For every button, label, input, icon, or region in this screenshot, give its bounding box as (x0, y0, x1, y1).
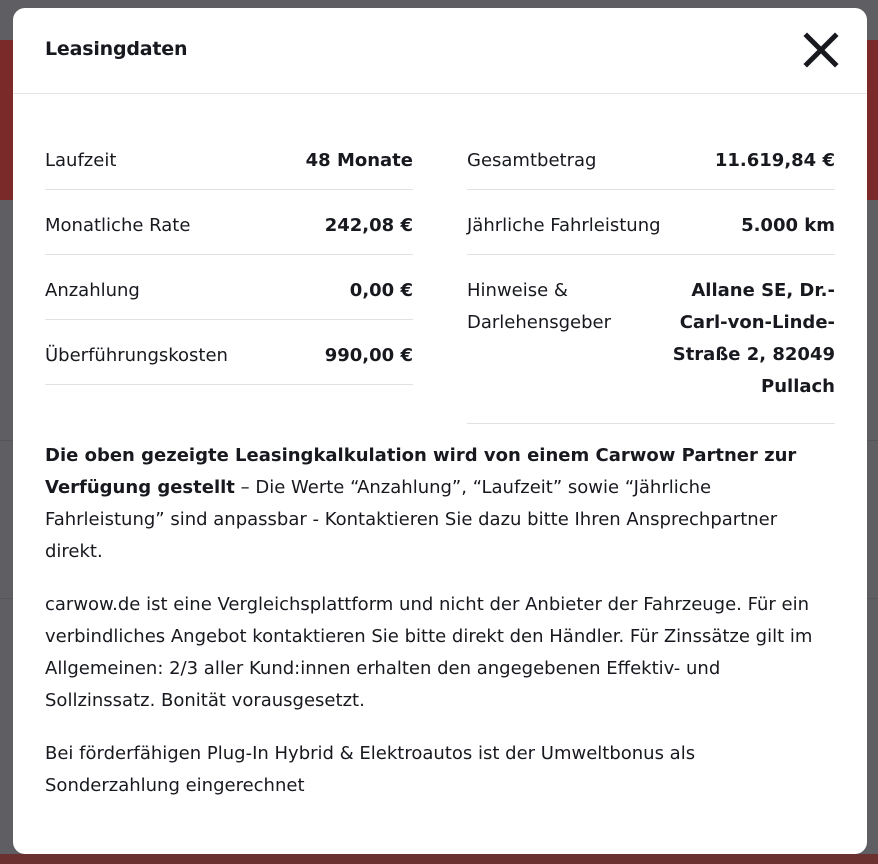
details-column-right (467, 125, 835, 424)
disclaimer-paragraph-umweltbonus: Bei förderfähigen Plug-In Hybrid & Elektroautos ist der Umweltbonus als Sonderzahlung eingerechnet (45, 743, 696, 796)
detail-row-jaehrliche-fahrleistung (467, 190, 835, 255)
detail-row-laufzeit (45, 125, 413, 190)
disclaimer-bold-text: Die oben gezeigte Leasingkalkulation wird von einem Carwow Partner zur Verfügung gestellt (45, 445, 797, 498)
detail-label: Jährliche Fahrleistung (467, 215, 661, 236)
detail-label: Anzahlung (45, 280, 140, 301)
disclaimer-paragraph-partner (45, 440, 835, 568)
background-car-image-bottom (0, 854, 878, 864)
detail-value: 48 Monate (305, 150, 413, 171)
close-button[interactable] (803, 32, 839, 68)
close-icon (803, 32, 839, 68)
disclaimer-text (45, 440, 835, 823)
detail-label: Laufzeit (45, 150, 117, 171)
detail-label: Hinweise & Darlehensgeber (467, 280, 612, 333)
detail-row-darlehensgeber (467, 255, 835, 424)
leasing-details-modal (13, 8, 867, 854)
detail-label: Monatliche Rate (45, 215, 191, 236)
detail-value: 5.000 km (741, 215, 835, 236)
detail-value: 0,00 € (349, 280, 413, 301)
details-column-left (45, 125, 413, 385)
disclaimer-rest-text: – Die Werte “Anzahlung”, “Laufzeit” sowie “Jährliche Fahrleistung” sind anpassbar - Kontaktieren Sie dazu bitte Ihren Ansprechpartner direkt. (45, 477, 778, 562)
detail-value: 11.619,84 € (714, 150, 835, 171)
detail-row-anzahlung (45, 255, 413, 320)
background-car-image-left (0, 40, 13, 200)
background-car-image-right (867, 40, 878, 200)
detail-row-gesamtbetrag (467, 125, 835, 190)
detail-label: Überführungskosten (45, 345, 228, 366)
detail-row-monatliche-rate (45, 190, 413, 255)
disclaimer-paragraph-platform: carwow.de ist eine Vergleichsplattform und nicht der Anbieter der Fahrzeuge. Für ein verbindliches Angebot kontaktieren Sie bitte direkt den Händler. Für Zinssätze gilt im Allgemeinen: 2/3 aller Kund:innen erhalten den angegebenen Effektiv- und Sollzinssatz. Bonität vorausgesetzt. (45, 594, 813, 711)
detail-label: Gesamtbetrag (467, 150, 597, 171)
modal-header (13, 8, 867, 94)
detail-value: Allane SE, Dr.-Carl-von-Linde-Straße 2, 82049 Pullach (672, 280, 835, 397)
detail-row-ueberfuehrungskosten (45, 320, 413, 385)
modal-title: Leasingdaten (45, 38, 188, 60)
detail-value: 242,08 € (324, 215, 413, 236)
detail-value: 990,00 € (324, 345, 413, 366)
